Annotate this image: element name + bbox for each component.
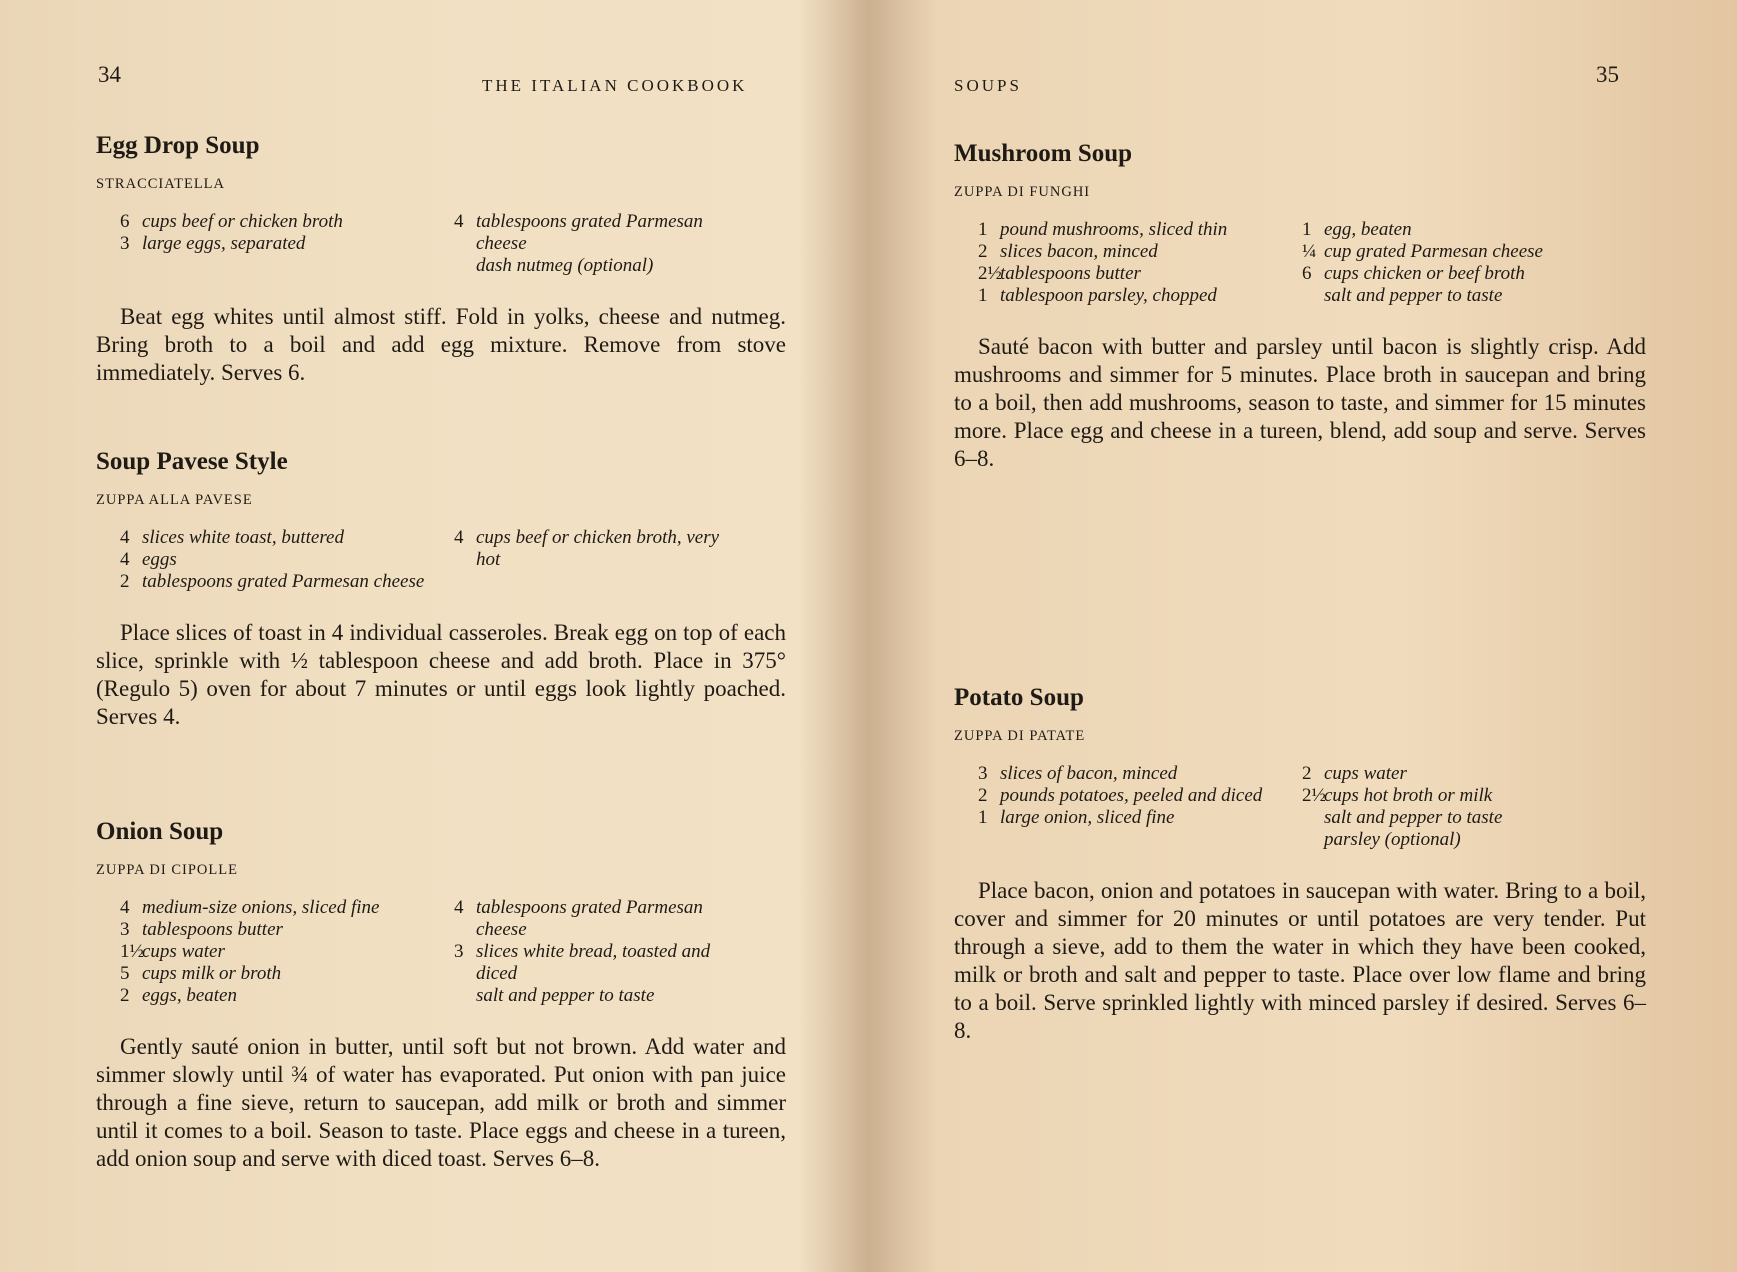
recipe-soup-pavese-style [96, 448, 786, 731]
ingredient-qty: 6 [120, 211, 130, 232]
ingredient-text: eggs [142, 549, 177, 570]
recipe-italian-name: ZUPPA DI FUNGHI [954, 184, 1091, 200]
ingredient-qty: 4 [454, 211, 464, 232]
ingredient [454, 897, 738, 941]
ingredient-qty: 2 [120, 571, 130, 592]
ingredient-text: cup grated Parmesan cheese [1324, 241, 1543, 262]
ingredient [1302, 285, 1602, 307]
ingredient-text: tablespoon parsley, chopped [1000, 285, 1217, 306]
ingredient-column-left [120, 211, 454, 277]
ingredient-text: cups beef or chicken broth, very hot [476, 527, 720, 570]
ingredient-qty: 1 [978, 219, 988, 240]
ingredient-text: tablespoons butter [142, 919, 283, 940]
ingredient-qty: 1 [1302, 219, 1312, 240]
ingredient-text: cups milk or broth [142, 963, 282, 984]
recipe-method: Beat egg whites until almost stiff. Fold in yolks, cheese and nutmeg. Bring broth to a boil and add egg mixture. Remove from stove immediately. Serves 6. [96, 304, 786, 385]
ingredient-text: medium-size onions, sliced fine [142, 897, 380, 918]
ingredient-column-right [1302, 219, 1602, 307]
ingredient-qty: 3 [120, 919, 130, 940]
ingredient-text: tablespoons butter [1000, 263, 1141, 284]
ingredient-text: slices white bread, toasted and diced [476, 941, 711, 984]
ingredient [978, 241, 1302, 263]
recipe-italian-name: ZUPPA ALLA PAVESE [96, 492, 253, 508]
ingredient-qty [1302, 829, 1324, 851]
ingredient-qty: 4 [120, 897, 130, 918]
ingredient-qty: 1 [978, 807, 988, 828]
ingredient [120, 963, 454, 985]
recipe-method: Place slices of toast in 4 individual casseroles. Break egg on top of each slice, sprinkle with ½ tablespoon cheese and add broth. Place in 375° (Regulo 5) oven for about 7 minutes or until eggs look lightly poached. Serves 4. [96, 620, 786, 729]
recipe-italian-name: STRACCIATELLA [96, 176, 225, 192]
ingredient-text: tablespoons grated Parmesan cheese [476, 211, 703, 254]
ingredient-list [120, 211, 786, 277]
ingredient-qty [1302, 807, 1324, 829]
running-head: SOUPS [954, 76, 1022, 95]
ingredient-text: salt and pepper to taste [1324, 285, 1503, 306]
ingredient-column-right [454, 897, 738, 1007]
ingredient-column-right [454, 527, 738, 593]
right-page [866, 0, 1737, 1272]
ingredient [120, 985, 454, 1007]
ingredient-qty [454, 985, 476, 1007]
ingredient-text: egg, beaten [1324, 219, 1412, 240]
ingredient-text: eggs, beaten [142, 985, 237, 1006]
ingredient-list [120, 527, 786, 593]
recipe-method: Gently sauté onion in butter, until soft but not brown. Add water and simmer slowly until ¾ of water has evaporated. Put onion with pan juice through a fine sieve, return to saucepan, add milk or broth and simmer until it comes to a boil. Season to taste. Place eggs and cheese in a tureen, add onion soup and serve with diced toast. Serves 6–8. [96, 1034, 786, 1171]
left-page [0, 0, 866, 1272]
ingredient-qty: 1 [978, 285, 988, 306]
ingredient [454, 255, 738, 277]
ingredient [978, 263, 1302, 285]
ingredient-column-right [1302, 763, 1602, 851]
ingredient-qty: 4 [454, 527, 464, 548]
ingredient-text: cups beef or chicken broth [142, 211, 343, 232]
recipe-title: Potato Soup [954, 684, 1084, 711]
ingredient-text: large eggs, separated [142, 233, 306, 254]
running-head: THE ITALIAN COOKBOOK [482, 76, 748, 95]
ingredient-text: cups water [1324, 763, 1407, 784]
ingredient-qty: 2 [1302, 763, 1312, 784]
ingredient-qty: 2½ [1302, 785, 1326, 806]
ingredient-qty: 2 [120, 985, 130, 1006]
recipe-method: Sauté bacon with butter and parsley until bacon is slightly crisp. Add mushrooms and simmer for 5 minutes. Place broth in saucepan and bring to a boil, then add mushrooms, season to taste, and simmer for 15 minutes more. Place egg and cheese in a tureen, blend, add soup and serve. Serves 6–8. [954, 334, 1646, 471]
ingredient-qty: 1½ [120, 941, 144, 962]
ingredient [1302, 219, 1602, 241]
ingredient-qty: 6 [1302, 263, 1312, 284]
ingredient [1302, 807, 1602, 829]
recipe-potato-soup [954, 684, 1646, 1045]
ingredient [454, 211, 738, 255]
ingredient-qty: 4 [120, 549, 130, 570]
recipe-method: Place bacon, onion and potatoes in saucepan with water. Bring to a boil, cover and simmer for 20 minutes or until potatoes are very tender. Put through a sieve, add to them the water in which they have been cooked, milk or broth and salt and pepper to taste. Place over low flame and bring to a boil. Serve sprinkled lightly with minced parsley if desired. Serves 6–8. [954, 878, 1646, 1043]
recipe-title: Egg Drop Soup [96, 132, 260, 159]
ingredient-column-left [120, 897, 454, 1007]
ingredient [120, 233, 454, 255]
ingredient [120, 571, 454, 593]
ingredient-qty: 4 [120, 527, 130, 548]
ingredient-qty: 5 [120, 963, 130, 984]
ingredient-qty: 3 [978, 763, 988, 784]
ingredient-text: salt and pepper to taste [476, 985, 655, 1006]
ingredient [120, 549, 454, 571]
ingredient-text: parsley (optional) [1324, 829, 1461, 850]
ingredient [454, 527, 738, 571]
ingredient [978, 785, 1302, 807]
page-number: 35 [1596, 62, 1619, 87]
ingredient [1302, 241, 1602, 263]
ingredient-text: pound mushrooms, sliced thin [1000, 219, 1228, 240]
recipe-egg-drop-soup [96, 132, 786, 387]
ingredient-column-left [978, 219, 1302, 307]
page-number: 34 [98, 62, 121, 87]
ingredient [454, 985, 738, 1007]
recipe-onion-soup [96, 818, 786, 1173]
ingredient-text: cups hot broth or milk [1324, 785, 1493, 806]
ingredient-qty: 4 [454, 897, 464, 918]
recipe-italian-name: ZUPPA DI CIPOLLE [96, 862, 238, 878]
ingredient-text: cups chicken or beef broth [1324, 263, 1525, 284]
ingredient-list [978, 219, 1646, 307]
ingredient-qty [454, 255, 476, 277]
ingredient [1302, 785, 1602, 807]
ingredient [978, 807, 1302, 829]
recipe-mushroom-soup [954, 140, 1646, 473]
ingredient-text: slices white toast, buttered [142, 527, 344, 548]
ingredient-qty [1302, 285, 1324, 307]
ingredient [1302, 263, 1602, 285]
ingredient-qty: 3 [120, 233, 130, 254]
ingredient [454, 941, 738, 985]
recipe-title: Onion Soup [96, 818, 224, 845]
ingredient-qty: ¼ [1302, 241, 1317, 262]
ingredient-column-left [120, 527, 454, 593]
ingredient [978, 285, 1302, 307]
ingredient-qty: 3 [454, 941, 464, 962]
ingredient-text: slices of bacon, minced [1000, 763, 1178, 784]
ingredient-qty: 2 [978, 785, 988, 806]
ingredient [120, 211, 454, 233]
ingredient-text: pounds potatoes, peeled and diced [1000, 785, 1263, 806]
ingredient-list [978, 763, 1646, 851]
ingredient-text: tablespoons grated Parmesan cheese [476, 897, 703, 940]
ingredient [120, 919, 454, 941]
recipe-italian-name: ZUPPA DI PATATE [954, 728, 1086, 744]
ingredient [120, 897, 454, 919]
ingredient-text: salt and pepper to taste [1324, 807, 1503, 828]
ingredient [1302, 829, 1602, 851]
recipe-title: Soup Pavese Style [96, 448, 288, 475]
ingredient-text: slices bacon, minced [1000, 241, 1158, 262]
ingredient-text: large onion, sliced fine [1000, 807, 1175, 828]
ingredient [978, 219, 1302, 241]
ingredient [120, 941, 454, 963]
ingredient [120, 527, 454, 549]
ingredient-list [120, 897, 786, 1007]
recipe-title: Mushroom Soup [954, 140, 1133, 167]
ingredient-text: dash nutmeg (optional) [476, 255, 654, 276]
ingredient-qty: 2½ [978, 263, 1002, 284]
ingredient-text: tablespoons grated Parmesan cheese [142, 571, 425, 592]
ingredient-column-left [978, 763, 1302, 851]
ingredient [978, 763, 1302, 785]
ingredient-text: cups water [142, 941, 225, 962]
ingredient [1302, 763, 1602, 785]
ingredient-qty: 2 [978, 241, 988, 262]
ingredient-column-right [454, 211, 738, 277]
